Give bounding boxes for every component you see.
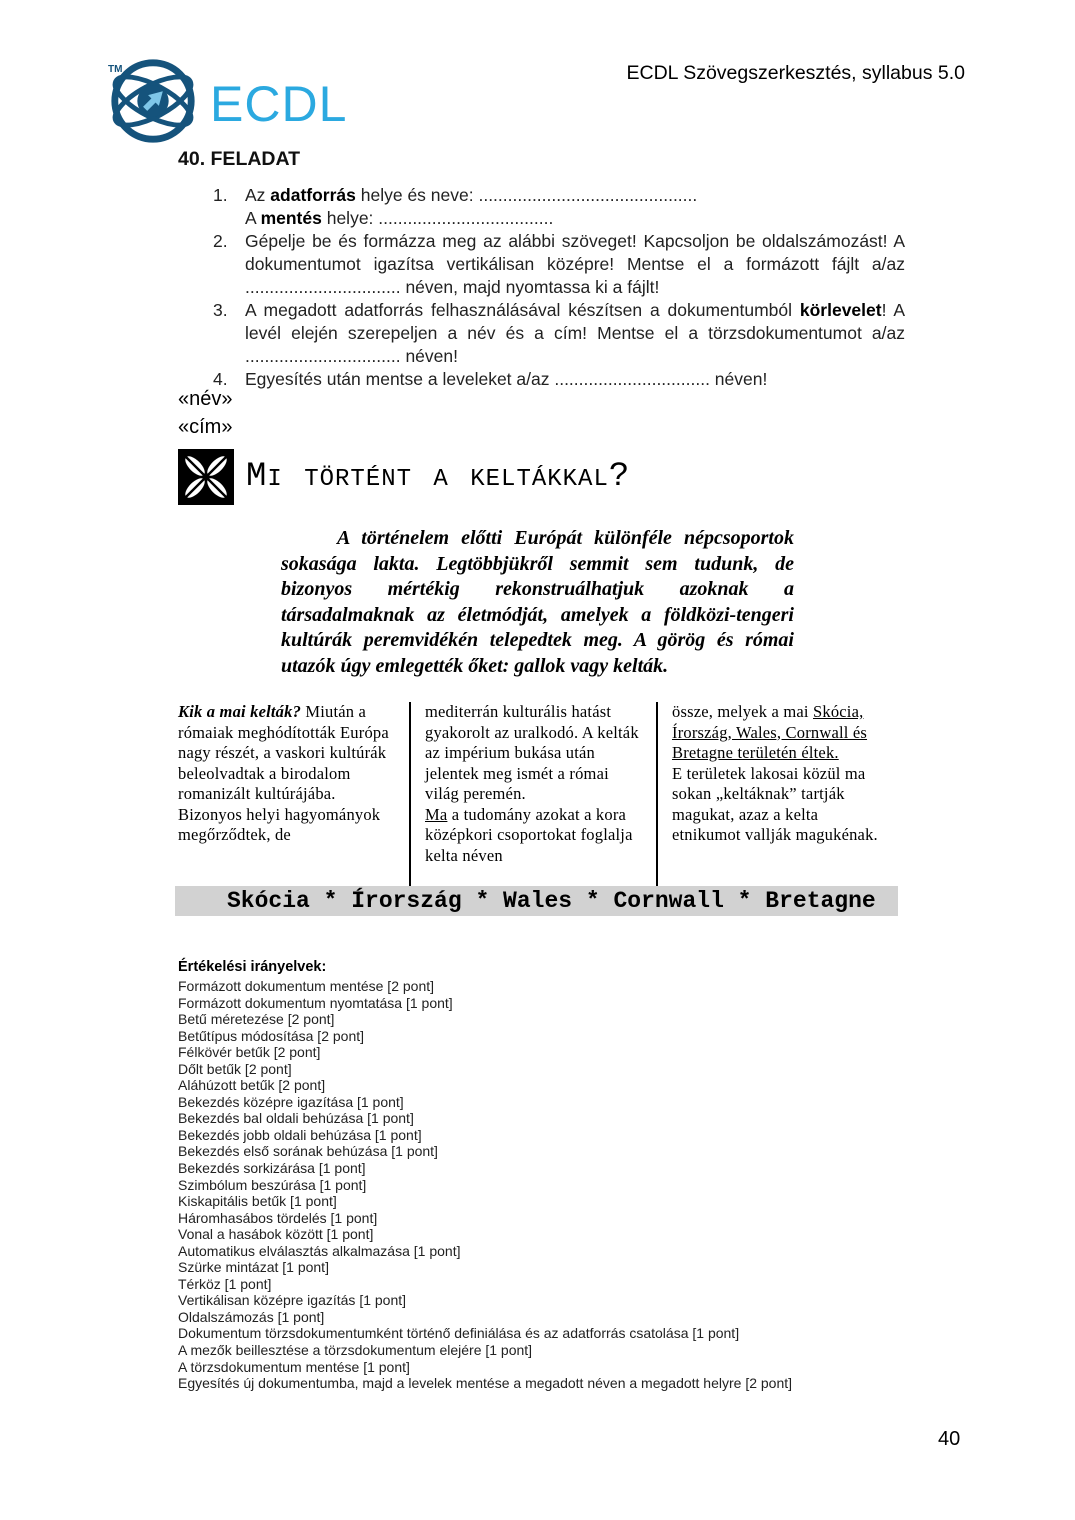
task-item-1 — [213, 184, 905, 230]
criteria-heading: Értékelési irányelvek: — [178, 959, 327, 975]
task-list — [213, 184, 905, 391]
task-line: Az adatforrás helye és neve: ............................................. — [245, 185, 698, 205]
criteria-line: Szimbólum beszúrása [1 pont] — [178, 1176, 367, 1193]
three-column-section — [178, 702, 905, 886]
lead-paragraph: A történelem előtti Európát különféle népcsoportok sokasága lakta. Legtöbbjükről semmit sem tudunk, de bizonyos mértékig rekonstruálhatjuk azoknak a társadalmaknak az életmódját, amelyek a földközi-tengeri kultúrák peremvidékén telepedtek meg. A görög és római utazók úgy emlegették őket: gallok vagy kelták. — [281, 527, 794, 677]
task-item-3 — [213, 299, 905, 368]
task-number: 1. — [213, 185, 228, 205]
criteria-line: Dőlt betűk [2 pont] — [178, 1060, 292, 1077]
criteria-line: Betű méretezése [2 pont] — [178, 1011, 335, 1028]
criteria-line: Háromhasábos tördelés [1 pont] — [178, 1209, 378, 1226]
column-3: össze, melyek a mai Skócia, Írország, Wales, Cornwall és Bretagne területén éltek. E területek lakosai közül ma sokan „keltáknak” tartják magukat, azaz a kelta etnikumot vallják magukénak. — [672, 702, 878, 844]
criteria-line: Formázott dokumentum nyomtatása [1 pont] — [178, 994, 453, 1011]
task-heading: 40. FELADAT — [178, 148, 301, 170]
column-run-in-heading: Kik a mai kelták? — [178, 702, 302, 721]
merge-field-name: «név» — [178, 388, 233, 410]
task-text: A megadott adatforrás felhasználásával készítsen a dokumentumból körlevelet! A levél elején szerepeljen a név és a cím! Mentse el a törzsdokumentumot a/az ................................ néven! — [245, 300, 905, 366]
criteria-line: Szürke mintázat [1 pont] — [178, 1259, 329, 1276]
criteria-line: Bekezdés bal oldali behúzása [1 pont] — [178, 1110, 414, 1127]
column-1: Kik a mai kelták? Miután a rómaiak meghódították Európa nagy részét, a vaskori kultúrák beleolvadtak a birodalom romanizált kultúrájába. Bizonyos helyi hagyományok megőrződtek, de — [178, 702, 389, 844]
criteria-line: Betűtípus módosítása [2 pont] — [178, 1027, 365, 1044]
region-banner: Skócia * Írország * Wales * Cornwall * Bretagne — [175, 886, 898, 916]
criteria-line: Automatikus elválasztás alkalmazása [1 pont] — [178, 1242, 461, 1259]
four-petal-dingbat-icon — [178, 449, 234, 505]
merge-fields — [178, 385, 233, 441]
column-2: mediterrán kulturális hatást gyakorolt az uralkodó. A kelták az impérium bukása után jelentek meg ismét a római világ peremén. Ma a tudomány azokat a kora középkori csoportokat foglalja kelta néven — [425, 702, 639, 865]
task-item-2 — [213, 230, 905, 299]
underlined-text: Ma — [425, 804, 448, 824]
criteria-line: Dokumentum törzsdokumentumként történő definiálása és az adatforrás csatolása [1 pont] — [178, 1325, 740, 1342]
criteria-line: Aláhúzott betűk [2 pont] — [178, 1077, 326, 1094]
criteria-line: Egyesítés új dokumentumba, majd a levelek mentése a megadott néven a megadott helyre [2 pont] — [178, 1375, 793, 1392]
task-number: 3. — [213, 300, 228, 320]
trademark-symbol: TM — [108, 64, 123, 75]
task-line: A mentés helye: .................................... — [245, 208, 554, 228]
ecdl-wordmark: ECDL — [210, 76, 348, 132]
criteria-line: Bekezdés jobb oldali behúzása [1 pont] — [178, 1126, 422, 1143]
column-divider — [656, 702, 658, 886]
column-divider — [409, 702, 411, 886]
criteria-line: Vonal a hasábok között [1 pont] — [178, 1226, 374, 1243]
criteria-line: Bekezdés első sorának behúzása [1 pont] — [178, 1143, 438, 1160]
document-header-title: ECDL Szövegszerkesztés, syllabus 5.0 — [626, 62, 965, 84]
criteria-line: Félkövér betűk [2 pont] — [178, 1044, 321, 1061]
criteria-section — [178, 957, 968, 1392]
page-number: 40 — [938, 1428, 961, 1450]
criteria-line: Bekezdés sorkizárása [1 pont] — [178, 1160, 366, 1177]
article-title: Mi történt a keltákkal? — [246, 458, 631, 496]
task-number: 4. — [213, 369, 228, 389]
criteria-line: A mezők beillesztése a törzsdokumentum elejére [1 pont] — [178, 1342, 533, 1359]
criteria-line: Térköz [1 pont] — [178, 1275, 272, 1292]
criteria-line: Formázott dokumentum mentése [2 pont] — [178, 978, 435, 994]
merge-field-address: «cím» — [178, 416, 233, 438]
criteria-line: Oldalszámozás [1 pont] — [178, 1308, 325, 1325]
task-text: Gépelje be és formázza meg az alábbi szöveget! Kapcsoljon be oldalszámozást! A dokumentumot igazítsa vertikálisan középre! Mentse el a formázott fájlt a/az ................................ néven, majd nyomtassa ki a fájlt! — [245, 231, 905, 297]
criteria-line: Kiskapitális betűk [1 pont] — [178, 1193, 337, 1210]
task-text: Egyesítés után mentse a leveleket a/az ................................ néven! — [245, 369, 768, 389]
task-text — [245, 184, 905, 230]
task-number: 2. — [213, 231, 228, 251]
task-item-4 — [213, 368, 905, 391]
article-title-row — [178, 449, 630, 505]
criteria-line: Vertikálisan középre igazítás [1 pont] — [178, 1292, 407, 1309]
criteria-list — [178, 978, 968, 1392]
underlined-text: Skócia, Írország, Wales, Cornwall és Bretagne területén éltek. — [672, 702, 868, 762]
criteria-line: A törzsdokumentum mentése [1 pont] — [178, 1358, 410, 1375]
criteria-line: Bekezdés középre igazítása [1 pont] — [178, 1093, 404, 1110]
